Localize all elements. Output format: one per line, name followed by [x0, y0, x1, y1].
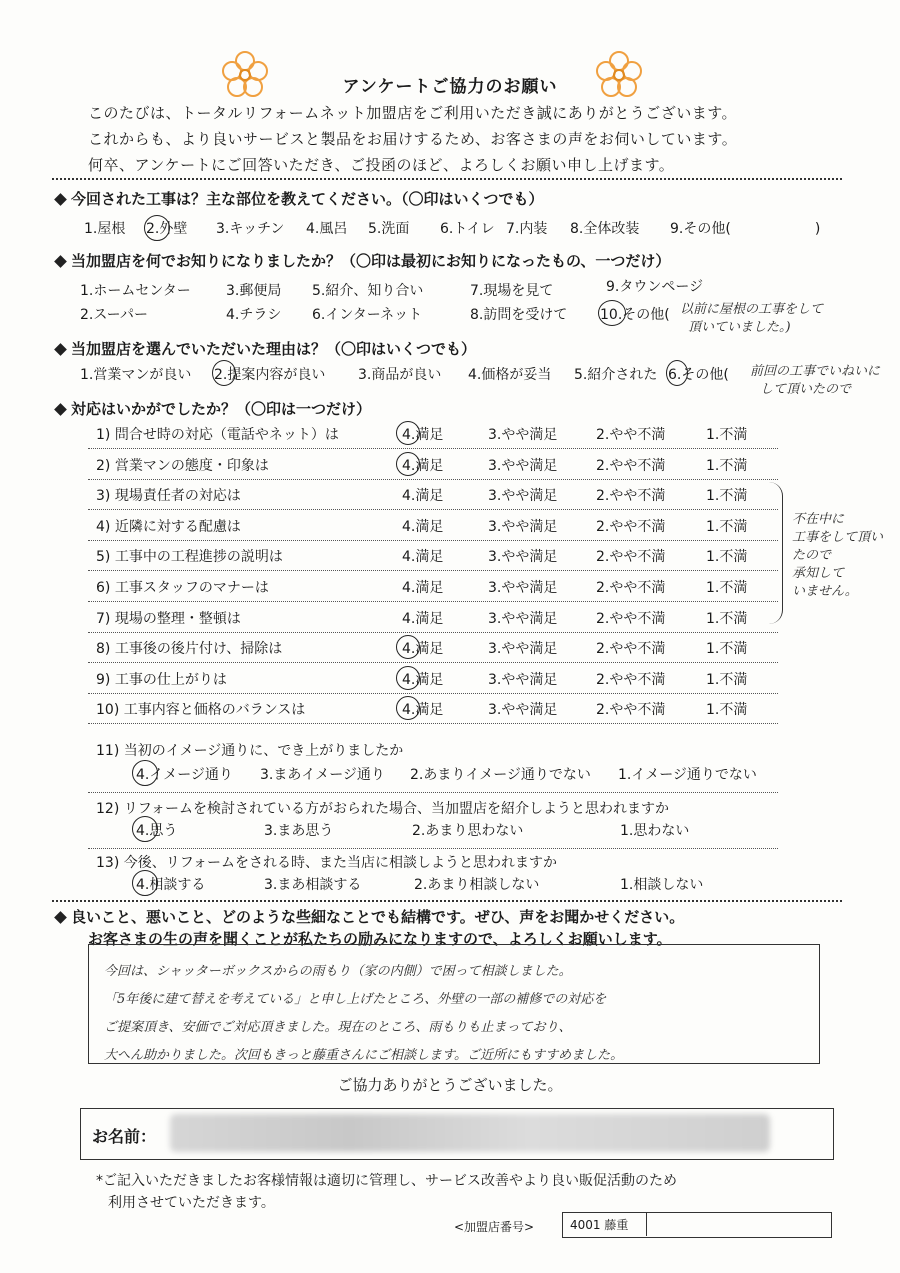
q3-option[interactable]: 5.紹介された	[574, 367, 658, 383]
comment-line: ご提案頂き、安価でご対応頂きました。現在のところ、雨もりも止まっており、	[104, 1020, 572, 1035]
q3-question: 当加盟店を選んでいただいた理由は？（〇印はいくつでも）	[56, 338, 476, 359]
q11-option[interactable]: 3.まあイメージ通り	[260, 767, 385, 783]
q4-choice[interactable]: 3.やや満足	[488, 580, 558, 596]
q4-choice[interactable]: 1.不満	[706, 702, 748, 718]
intro-line-3: 何卒、アンケートにご回答いただき、ご投函のほど、よろしくお願い申し上げます。	[88, 156, 675, 174]
q4-choice[interactable]: 4.満足	[402, 580, 444, 596]
handwritten-note: して頂いたので	[760, 382, 852, 397]
q4-choice[interactable]: 1.不満	[706, 672, 748, 688]
q4-choice[interactable]: 1.不満	[706, 641, 748, 657]
q4-row-label: 8) 工事後の後片付け、掃除は	[96, 641, 283, 657]
row-divider	[88, 479, 778, 480]
q4-choice[interactable]: 3.やや満足	[488, 672, 558, 688]
answer-circle	[396, 635, 420, 659]
q2-option[interactable]: 4.チラシ	[226, 307, 282, 323]
q2-option[interactable]: 9.タウンページ	[606, 279, 704, 295]
q4-choice[interactable]: 4.満足	[402, 458, 444, 474]
row-divider	[88, 723, 778, 724]
side-note: 工事をして頂い	[792, 530, 884, 545]
comment-line: 大へん助かりました。次回もきっと藤重さんにご相談します。ご近所にもすすめました。	[104, 1048, 624, 1063]
q1-option[interactable]: 1.屋根	[84, 221, 126, 237]
q2-option[interactable]: 10.その他(	[600, 307, 670, 323]
q11-option[interactable]: 4.イメージ通り	[136, 767, 233, 783]
q4-choice[interactable]: 1.不満	[706, 427, 748, 443]
privacy-notice: *ご記入いただきましたお客様情報は適切に管理し、サービス改善やより良い販促活動のため	[96, 1173, 677, 1189]
q13-option[interactable]: 4.相談する	[136, 877, 206, 893]
q1-option[interactable]: 4.風呂	[306, 221, 348, 237]
handwritten-note: 頂いていました。)	[688, 320, 791, 335]
q4-choice[interactable]: 2.やや不満	[596, 611, 666, 627]
q12-option[interactable]: 4.思う	[136, 823, 178, 839]
q1-option[interactable]: 3.キッチン	[216, 221, 285, 237]
q4-choice[interactable]: 2.やや不満	[596, 702, 666, 718]
privacy-notice-2: 利用させていただきます。	[108, 1195, 275, 1211]
q12-option[interactable]: 2.あまり思わない	[412, 823, 524, 839]
row-divider	[88, 540, 778, 541]
row-divider	[88, 601, 778, 602]
q4-choice[interactable]: 4.満足	[402, 702, 444, 718]
q11-option[interactable]: 2.あまりイメージ通りでない	[410, 767, 591, 783]
answer-circle	[396, 452, 420, 476]
q1-option[interactable]: 5.洗面	[368, 221, 410, 237]
q4-choice[interactable]: 3.やや満足	[488, 488, 558, 504]
q1-question: 今回された工事は？主な部位を教えてください。（〇印はいくつでも）	[56, 188, 544, 209]
q1-option[interactable]: 8.全体改装	[570, 221, 640, 237]
q4-choice[interactable]: 3.やや満足	[488, 641, 558, 657]
q11-question: 11) 当初のイメージ通りに、でき上がりましたか	[96, 743, 404, 759]
q4-choice[interactable]: 4.満足	[402, 611, 444, 627]
intro-line-2: これからも、より良いサービスと製品をお届けするため、お客さまの声をお伺いしています。	[88, 130, 738, 148]
q4-choice[interactable]: 3.やや満足	[488, 611, 558, 627]
row-divider	[88, 509, 778, 510]
q4-row-label: 2) 営業マンの態度・印象は	[96, 458, 269, 474]
q2-option[interactable]: 8.訪問を受けて	[470, 307, 568, 323]
q4-choice[interactable]: 3.やや満足	[488, 458, 558, 474]
q3-option[interactable]: 6.その他(	[668, 367, 729, 383]
bracket	[756, 482, 783, 624]
q4-choice[interactable]: 2.やや不満	[596, 458, 666, 474]
row-divider	[88, 662, 778, 663]
handwritten-note: 前回の工事でいねいに	[750, 364, 881, 379]
answer-circle	[666, 360, 688, 386]
q2-option[interactable]: 7.現場を見て	[470, 283, 554, 299]
q4-choice[interactable]: 2.やや不満	[596, 519, 666, 535]
q4-choice[interactable]: 2.やや不満	[596, 641, 666, 657]
answer-circle	[396, 666, 420, 690]
answer-circle	[132, 870, 158, 896]
q1-option[interactable]: 9.その他( )	[670, 221, 821, 237]
q12-question: 12) リフォームを検討されている方がおられた場合、当加盟店を紹介しようと思われますか	[96, 801, 670, 817]
q3-option[interactable]: 3.商品が良い	[358, 367, 442, 383]
answer-circle	[212, 360, 236, 386]
q1-option[interactable]: 2.外壁	[146, 221, 188, 237]
q4-choice[interactable]: 1.不満	[706, 549, 748, 565]
row-divider	[88, 448, 778, 449]
store-label: <加盟店番号>	[454, 1220, 535, 1234]
q13-option[interactable]: 1.相談しない	[620, 877, 704, 893]
redacted-name	[170, 1114, 770, 1152]
q4-question: 対応はいかがでしたか？（〇印は一つだけ）	[56, 398, 371, 419]
side-note: たので	[792, 548, 832, 563]
store-number: 4001 藤重	[570, 1218, 629, 1232]
answer-circle	[598, 300, 626, 326]
row-divider	[88, 570, 778, 571]
q1-option[interactable]: 7.内装	[506, 221, 548, 237]
comments-prompt: 良いこと、悪いこと、どのような些細なことでも結構です。ぜひ、声をお聞かせください。	[56, 906, 684, 927]
divider	[52, 900, 842, 902]
q4-row-label: 5) 工事中の工程進捗の説明は	[96, 549, 283, 565]
q2-option[interactable]: 1.ホームセンター	[80, 283, 191, 299]
q4-row-label: 4) 近隣に対する配慮は	[96, 519, 241, 535]
q4-choice[interactable]: 4.満足	[402, 427, 444, 443]
q4-choice[interactable]: 1.不満	[706, 611, 748, 627]
q13-question: 13) 今後、リフォームをされる時、また当店に相談しようと思われますか	[96, 855, 558, 871]
q3-option[interactable]: 2.提案内容が良い	[214, 367, 326, 383]
answer-circle	[396, 696, 420, 720]
side-note: 承知して	[792, 566, 845, 581]
q4-choice[interactable]: 4.満足	[402, 549, 444, 565]
q4-row-label: 1) 問合せ時の対応（電話やネット）は	[96, 427, 339, 443]
q4-choice[interactable]: 1.不満	[706, 458, 748, 474]
q2-option[interactable]: 3.郵便局	[226, 283, 282, 299]
q12-option[interactable]: 3.まあ思う	[264, 823, 334, 839]
q4-choice[interactable]: 1.不満	[706, 580, 748, 596]
divider	[52, 178, 842, 180]
q4-choice[interactable]: 2.やや不満	[596, 549, 666, 565]
answer-circle	[144, 215, 170, 241]
q3-option[interactable]: 4.価格が妥当	[468, 367, 552, 383]
q4-choice[interactable]: 3.やや満足	[488, 427, 558, 443]
q4-choice[interactable]: 4.満足	[402, 672, 444, 688]
handwritten-note: 以前に屋根の工事をして	[680, 302, 824, 317]
answer-circle	[132, 760, 158, 786]
q4-row-label: 9) 工事の仕上がりは	[96, 672, 227, 688]
q11-option[interactable]: 1.イメージ通りでない	[618, 767, 757, 783]
q4-row-label: 3) 現場責任者の対応は	[96, 488, 241, 504]
q4-choice[interactable]: 2.やや不満	[596, 427, 666, 443]
comment-line: 今回は、シャッターボックスからの雨もり（家の内側）で困って相談しました。	[104, 964, 572, 979]
q3-option[interactable]: 1.営業マンが良い	[80, 367, 192, 383]
q1-option[interactable]: 6.トイレ	[440, 221, 495, 237]
q4-row-label: 10) 工事内容と価格のバランスは	[96, 702, 306, 718]
q12-option[interactable]: 1.思わない	[620, 823, 690, 839]
q2-question: 当加盟店を何でお知りになりましたか？（〇印は最初にお知りになったもの、一つだけ）	[56, 250, 670, 271]
comments-prompt-2: お客さまの生の声を聞くことが私たちの励みになりますので、よろしくお願いします。	[88, 930, 672, 948]
answer-circle	[396, 421, 420, 445]
q4-choice[interactable]: 1.不満	[706, 519, 748, 535]
side-note: いません。	[792, 584, 858, 599]
row-divider	[88, 693, 778, 694]
thanks-text: ご協力ありがとうございました。	[337, 1076, 563, 1094]
q4-choice[interactable]: 3.やや満足	[488, 549, 558, 565]
page-title: アンケートご協力のお願い	[342, 77, 558, 97]
q4-choice[interactable]: 4.満足	[402, 488, 444, 504]
q4-choice[interactable]: 2.やや不満	[596, 672, 666, 688]
side-note: 不在中に	[792, 512, 845, 527]
comment-line: 「5年後に建て替えを考えている」と申し上げたところ、外壁の一部の補修での対応を	[104, 992, 607, 1007]
q2-option[interactable]: 6.インターネット	[312, 307, 423, 323]
answer-circle	[132, 816, 158, 842]
row-divider	[88, 632, 778, 633]
q2-option[interactable]: 5.紹介、知り合い	[312, 283, 424, 299]
q2-option[interactable]: 2.スーパー	[80, 307, 148, 323]
intro-line-1: このたびは、トータルリフォームネット加盟店をご利用いただき誠にありがとうございます。	[88, 104, 738, 122]
q4-choice[interactable]: 4.満足	[402, 519, 444, 535]
q13-option[interactable]: 3.まあ相談する	[264, 877, 362, 893]
name-label: お名前：	[92, 1127, 157, 1146]
q4-choice[interactable]: 1.不満	[706, 488, 748, 504]
q4-row-label: 6) 工事スタッフのマナーは	[96, 580, 269, 596]
q4-row-label: 7) 現場の整理・整頓は	[96, 611, 241, 627]
q4-choice[interactable]: 4.満足	[402, 641, 444, 657]
q4-choice[interactable]: 2.やや不満	[596, 488, 666, 504]
q4-choice[interactable]: 2.やや不満	[596, 580, 666, 596]
q13-option[interactable]: 2.あまり相談しない	[414, 877, 540, 893]
q4-choice[interactable]: 3.やや満足	[488, 519, 558, 535]
q4-choice[interactable]: 3.やや満足	[488, 702, 558, 718]
